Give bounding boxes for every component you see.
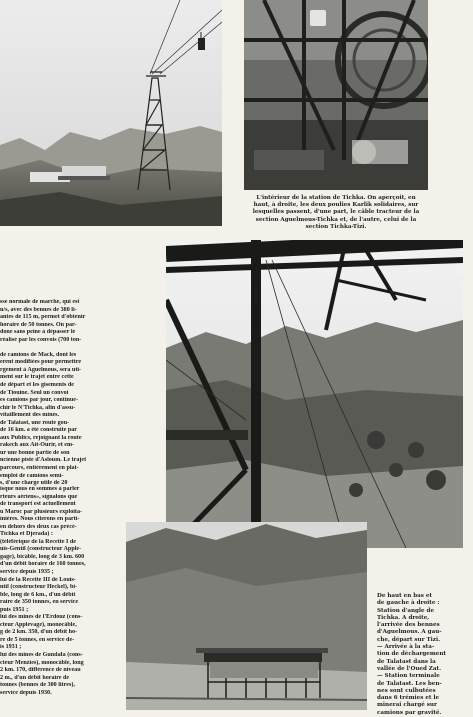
photo-tichka-station-interior [244, 0, 428, 190]
article-line: ur une bonne partie de son [0, 449, 70, 456]
article-line: ntil (constructeur Heckel), bi- [0, 584, 78, 591]
article-line: d'un débit horaire de 160 tonnes, [0, 561, 86, 568]
article-line: g de 2 km. 350, d'un débit ho- [0, 629, 78, 636]
caption-line: camions par gravité. [377, 709, 442, 716]
caption-line: Tichka. A droite, [377, 614, 430, 621]
article-line: 2 m., d'un débit horaire de [0, 674, 70, 681]
article-line: chir le N'Tichka, afin d'assu- [0, 404, 76, 411]
caption-line: tion de déchargement [377, 651, 446, 658]
article-line: de 16 km. a été construite par [0, 427, 78, 434]
article-line: lui des mines de Gundafa (cons- [0, 652, 83, 659]
article-line: de Tiouine. Seul un convoi [0, 389, 69, 396]
caption-line: nes sont culbutées [377, 687, 436, 694]
caption-line: minerai chargé sur [377, 702, 437, 709]
caption-line: de Talatast. Les ben- [377, 680, 442, 687]
article-line: emploi de camions semi- [0, 472, 64, 479]
article-line: vitaillement des mines. [0, 412, 60, 419]
caption-line: De haut en bas et [377, 593, 432, 599]
article-line: gage), bicâble, long de 3 km. 600 [0, 553, 85, 560]
article-line: sse normale de marche, qui est [0, 299, 80, 305]
caption-line: de gauche à droite : [377, 600, 440, 607]
caption-tichka-station [244, 195, 428, 231]
article-line: cteur Menzies), monocâble, long [0, 659, 84, 666]
photo-pylon-landscape [0, 0, 222, 226]
article-line: service depuis 1935 ; [0, 569, 54, 576]
caption-line: vallée de l'Oued Zat. [377, 665, 442, 672]
article-text-top [0, 299, 160, 488]
article-line: service depuis 1930. [0, 689, 52, 696]
caption-line: l'arrivée des bennes [377, 622, 440, 629]
article-line: 2 km. 170, différence de niveau [0, 667, 81, 674]
caption-line: — Arrivée à la sta- [377, 644, 435, 651]
caption-line: — Station terminale [377, 673, 440, 680]
article-line: de Talatast, une route gou- [0, 419, 70, 426]
article-line: ble, long de 6 km., d'un débit [0, 591, 76, 598]
article-line: n/s, avec des bennes de 380 li- [0, 306, 77, 313]
article-line: puis 1951 ; [0, 606, 29, 613]
article-line: horaire de 50 tonnes. On par- [0, 321, 77, 328]
article-line: rakech aux Ait-Ourir, et em- [0, 442, 75, 449]
article-line: cteur Applevage), monocâble, [0, 621, 77, 628]
article-line: rgement à Aguelmous, sera uti- [0, 366, 82, 373]
caption-line: de Talatast dans la [377, 658, 436, 665]
article-line: is 1931 ; [0, 644, 22, 651]
article-line: inières. Nous citerons en parti- [0, 516, 80, 523]
article-line: en dehors des deux cas précé- [0, 523, 77, 530]
caption-line: lesquelles passent, d'une part, le câble tracteur de la [252, 209, 420, 216]
article-line: ncienne piste d'Asloum. Le trajet [0, 457, 87, 464]
photo-cable-structure [166, 240, 463, 548]
article-line: Tichka et Djerada) : [0, 531, 53, 538]
article-line: done sans peine à dépasser le [0, 329, 76, 336]
caption-right-column [377, 593, 469, 717]
article-text-bottom [0, 486, 124, 697]
article-line: s, d'une charge utile de 20 [0, 480, 68, 487]
article-line: lui de la Recette III de Louis- [0, 576, 76, 583]
article-line: de départ et les gisements de [0, 382, 74, 389]
article-line: rteurs aériens», signalons que [0, 493, 78, 500]
article-line: aux Publics, rejoignant la route [0, 434, 82, 441]
article-line: u Maroc par plusieurs exploita- [0, 508, 83, 515]
article-line: de camions de Mack, dont les [0, 351, 77, 358]
caption-line: haut, à droite, les deux poulies Karlik solidaires, sur [253, 202, 419, 209]
article-line: re de 5 tonnes, en service de- [0, 636, 75, 643]
article-line: erent modifiées pour permettre [0, 359, 82, 366]
article-line [0, 344, 160, 352]
caption-line: L'intérieur de la station de Tichka. On aperçoit, en [256, 195, 416, 201]
article-line: uis-Gentil (constructeur Apple- [0, 546, 82, 553]
caption-line: section Tichka-Tizi. [305, 223, 367, 230]
article-line: es camions par jour, continue- [0, 397, 79, 404]
article-line: ment sur le trajet entre cette [0, 374, 74, 381]
caption-line: Station d'angle de [377, 607, 435, 614]
article-line: (téléférique de la Recette I de [0, 538, 76, 545]
article-line: de transport est actuellement [0, 501, 76, 508]
article-line: isque nous en sommes à parler [0, 486, 80, 492]
article-line: réalisé par les convois (700 ton- [0, 336, 82, 343]
photo-talatast-terminal [126, 522, 367, 710]
caption-line: d'Aguelmous. A gau- [377, 629, 442, 636]
caption-line: dans 6 trémies et le [377, 695, 440, 702]
caption-line: che, départ sur Tizi. [377, 636, 441, 643]
article-line: parcours, entièrement en plat- [0, 465, 79, 472]
caption-line: section Aguelmous-Tichka et, de l'autre, celui de la [255, 216, 417, 223]
article-line: raire de 350 tonnes, en service [0, 599, 79, 606]
article-line: lui des mines de l'Erdouz (cons- [0, 614, 83, 621]
article-line: tonnes (bennes de 300 litres), [0, 682, 75, 689]
article-line: antes de 115 m, permet d'obtenir [0, 314, 86, 321]
